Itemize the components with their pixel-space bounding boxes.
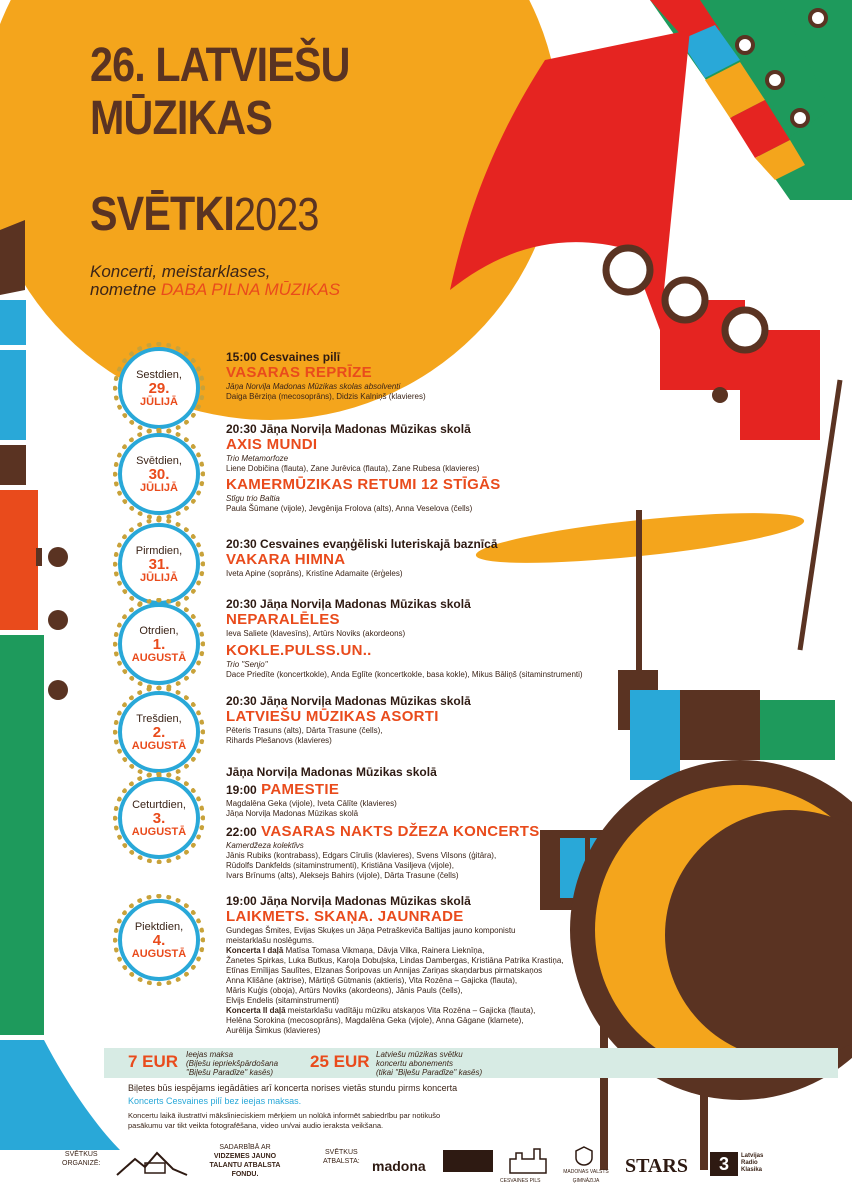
event-subtitle: Jāņa Norviļa Madonas Mūzikas skolas absolventi [226,382,401,391]
subtitle-line-2 [90,281,340,299]
event-description: Helēna Sorokina (mecosoprāns), Magdalēna Geka (vijole), Anna Gāgane (klarnete), [226,1016,524,1025]
price-subscription-label [376,1050,482,1077]
event-name: PAMESTIE [261,781,340,798]
date-num: 4. [152,932,166,949]
price-label-line: "Biļešu Paradīze" kasēs) [186,1068,274,1077]
event-description: Elvijs Endelis (sitaminstrumenti) [226,996,339,1005]
ticket-note: Biļetes būs iespējams iegādāties arī koncerta norises vietās stundu pirms koncerta [128,1083,458,1093]
event-performers: Paula Šūmane (vijole), Jevgēnija Frolova (alts), Anna Veselova (čells) [226,504,473,513]
date-badge [118,347,200,429]
date-badge [118,433,200,515]
event-part-text: meistarklašu vadītāju mūziku atskaņos Vita Rozēna – Gajicka (flauta), [285,1006,536,1015]
event-description: meistarklašu noslēgums. [226,936,315,945]
title-year: 2023 [233,188,319,240]
event-description: Žanetes Spirkas, Luka Butkus, Karoļa Dobuļska, Lindas Dambergas, Kristiānа Patrika Krastiņa, [226,956,564,965]
madona-logo: madona [372,1158,426,1174]
subtitle-prefix: nometne [90,280,161,299]
event-time: 20:30 Jāņa Norviļa Madonas Mūzikas skolā [226,597,471,611]
date-num: 2. [152,724,166,741]
event-name: VASARAS REPRĪZE [226,364,372,381]
event-description [226,1006,586,1016]
event-time: 22:00 [226,825,257,839]
date-badge [118,777,200,859]
event-place: Jāņa Norviļa Madonas Mūzikas skolā [226,765,437,779]
subtitle [90,263,340,299]
footer-text: SADARBĪBĀ AR [219,1144,271,1151]
photo-note: pasākumu var tikt veikta fotografēšana, video un/vai audio ieraksta veikšana. [128,1121,384,1130]
stars-logo: STARS [625,1155,688,1177]
date-month: AUGUSTĀ [131,652,187,664]
price-single-label [186,1050,278,1077]
date-day: Ceturtdien, [132,799,186,811]
date-badge [118,899,200,981]
event-block [226,350,556,402]
event-block [226,694,556,746]
event-performers: Rihards Plešanovs (klavieres) [226,736,332,745]
event-performers: Iveta Apine (soprāns), Kristīne Adamaite (ērģeles) [226,569,403,578]
date-num: 29. [148,380,170,397]
date-day: Trešdien, [136,713,182,725]
event-description: Gundegas Šmites, Evijas Skuķes un Jāņa Petraškeviča Baltijas jauno komponistu [226,926,516,935]
event-performers: Magdalēna Geka (vijole), Iveta Cālīte (klavieres) [226,799,397,808]
event-part-text: Matīsa Tomasa Vikmaņa, Dāvja Vilka, Rainera Lieknīņa, [283,946,485,955]
cooperation-label [200,1143,290,1179]
event-name: LAIKMETS. SKAŅA. JAUNRADE [226,908,464,925]
subtitle-line-1: Koncerti, meistarklases, [90,262,271,281]
event-block [226,765,556,881]
footer-text: VIDZEMES JAUNO [213,1153,277,1160]
price-subscription: 25 EUR [310,1052,370,1071]
castle-logo-label: CESVAINES PILS [500,1178,541,1184]
event-time: 20:30 Jāņa Norviļa Madonas Mūzikas skolā [226,422,471,436]
school-logo-label: MADONAS VALSTS ĢIMNĀZIJA [563,1169,609,1184]
date-badge [118,691,200,773]
event-row [226,781,556,799]
event-part-label: Koncerta I daļā [226,946,284,955]
event-name: VAKARA HIMNA [226,551,346,568]
event-part-label: Koncerta II daļā [226,1006,286,1015]
footer-text: ATBALSTA: [323,1158,360,1165]
event-row [226,823,556,841]
event-description: Anna Klišāne (aktrise), Mārtiņš Gūtmanis (aktieris), Vita Rozēna – Gajicka (flauta), [226,976,518,985]
footer-text: TALANTU ATBALSTA [209,1162,281,1169]
school-crest-icon [574,1146,594,1166]
event-name: KOKLE.PULSS.UN.. [226,642,372,659]
date-badge [118,523,200,605]
price-label-line: (Biļešu iepriekšpārdošana [186,1059,279,1068]
event-block [226,894,586,1036]
date-day: Piektdien, [134,921,184,933]
event-performers: Jāņa Norviļa Madonas Mūzikas skolā [226,809,359,818]
radio-3-logo: 3 [710,1152,738,1176]
radio-label [741,1153,763,1174]
date-num: 3. [152,810,166,827]
event-performers: Ieva Saliete (klavesīns), Artūrs Noviks (akordeons) [226,629,406,638]
footer-text: SVĒTKUS [64,1151,98,1158]
organizer-label [62,1150,101,1168]
date-month: JŪLIJĀ [140,396,178,408]
event-performers: Liene Dobičina (flauta), Zane Jurēvica (flauta), Zane Rubesa (klavieres) [226,464,480,473]
event-block [226,597,616,680]
event-name: KAMERMŪZIKAS RETUMI 12 STĪGĀS [226,476,501,493]
price-single: 7 EUR [128,1052,179,1071]
date-num: 30. [148,466,170,483]
event-description [226,946,586,956]
event-name: AXIS MUNDI [226,436,318,453]
event-description: Etīnas Emīlijas Saulītes, Elzanas Šoripovas un Annijas Zariņas skaņdarbus pirmatskaņos [226,966,543,975]
event-subtitle: Trio "Senjo" [226,660,268,669]
castle-icon [508,1145,548,1175]
event-time: 19:00 Jāņa Norviļa Madonas Mūzikas skolā [226,894,471,908]
footer-text: FONDU. [231,1171,259,1178]
event-name: LATVIEŠU MŪZIKAS ASORTI [226,708,439,725]
subtitle-highlight: DABA PILNA MŪZIKAS [160,280,341,299]
supporters-label [323,1148,360,1166]
event-subtitle: Kamerdžeza kolektīvs [226,841,304,850]
date-badge [118,603,200,685]
footer-text: Latvijas [741,1153,764,1159]
event-performers: Pēteris Trasuns (alts), Dārta Trasune (čells), [226,726,383,735]
event-description: Aurēlija Šimkus (klavieres) [226,1026,321,1035]
date-month: JŪLIJĀ [140,572,178,584]
event-performers: Daiga Bērziņa (mecosoprāns), Didzis Kalniņš (klavieres) [226,392,426,401]
event-time: 15:00 Cesvaines pilī [226,350,341,364]
event-time: 19:00 [226,783,257,797]
date-num: 1. [152,636,166,653]
free-concert-note: Koncerts Cesvaines pilī bez ieejas maksas. [128,1096,302,1106]
event-subtitle: Stīgu trio Baltia [226,494,280,503]
price-label-line: Ieejas maksa [186,1050,234,1059]
date-day: Otrdien, [139,625,179,637]
photo-note: Koncertu laikā ilustratīvi mākslinieciskiem mērķiem un nolūkā informēt sabiedrību par notikušo [128,1111,441,1120]
event-block [226,537,556,579]
event-name: NEPARALĒLES [226,611,340,628]
event-time: 20:30 Cesvaines evaņģēliski luteriskajā baznīcā [226,537,498,551]
title-svetki: SVĒTKI [90,188,234,241]
event-performers: Dace Priedīte (koncertkokle), Anda Eglīte (koncertkokle, basa kokle), Mikus Bāliņš (sitaminstrumenti) [226,670,583,679]
organizer-logo-icon [115,1145,190,1180]
price-label-line: (tikai "Biļešu Paradīze" kasēs) [376,1068,483,1077]
title-line-2: MŪZIKAS [90,92,273,145]
event-block [226,422,556,514]
date-day: Sestdien, [136,369,182,381]
event-performers: Jānis Rubiks (kontrabass), Edgars Cīrulis (klavieres), Svens Vilsons (ģitāra), [226,851,497,860]
date-month: AUGUSTĀ [131,948,187,960]
date-num: 31. [148,556,170,573]
date-day: Pirmdien, [135,545,183,557]
title-line-1: 26. LATVIEŠU [90,39,350,92]
price-label-line: Latviešu mūzikas svētku [376,1050,463,1059]
footer-text: ORGANIZĒ: [62,1160,101,1167]
footer-text: SVĒTKUS [325,1149,358,1156]
title-line-3 [90,188,319,241]
date-month: JŪLIJĀ [140,482,178,494]
date-month: AUGUSTĀ [131,826,187,838]
event-time: 20:30 Jāņa Norviļa Madonas Mūzikas skolā [226,694,471,708]
date-month: AUGUSTĀ [131,740,187,752]
date-day: Svētdien, [136,455,182,467]
event-name: VASARAS NAKTS DŽEZA KONCERTS [261,823,540,840]
footer-text: Radio [741,1160,758,1166]
event-subtitle: Trio Metamorfoze [226,454,289,463]
cesvaine-logo-icon [443,1150,493,1172]
event-performers: Rūdolfs Dankfelds (sitaminstrumenti), Kristiāna Vasiljeva (vijole), [226,861,454,870]
event-performers: Ivars Brīnums (alts), Aleksejs Bahirs (vijole), Dārta Trasune (čells) [226,871,459,880]
event-description: Māris Kuģis (oboja), Artūrs Noviks (akordeons), Jānis Pauls (čells), [226,986,463,995]
price-label-line: koncertu abonements [376,1059,453,1068]
footer-text: Klasika [741,1167,763,1173]
